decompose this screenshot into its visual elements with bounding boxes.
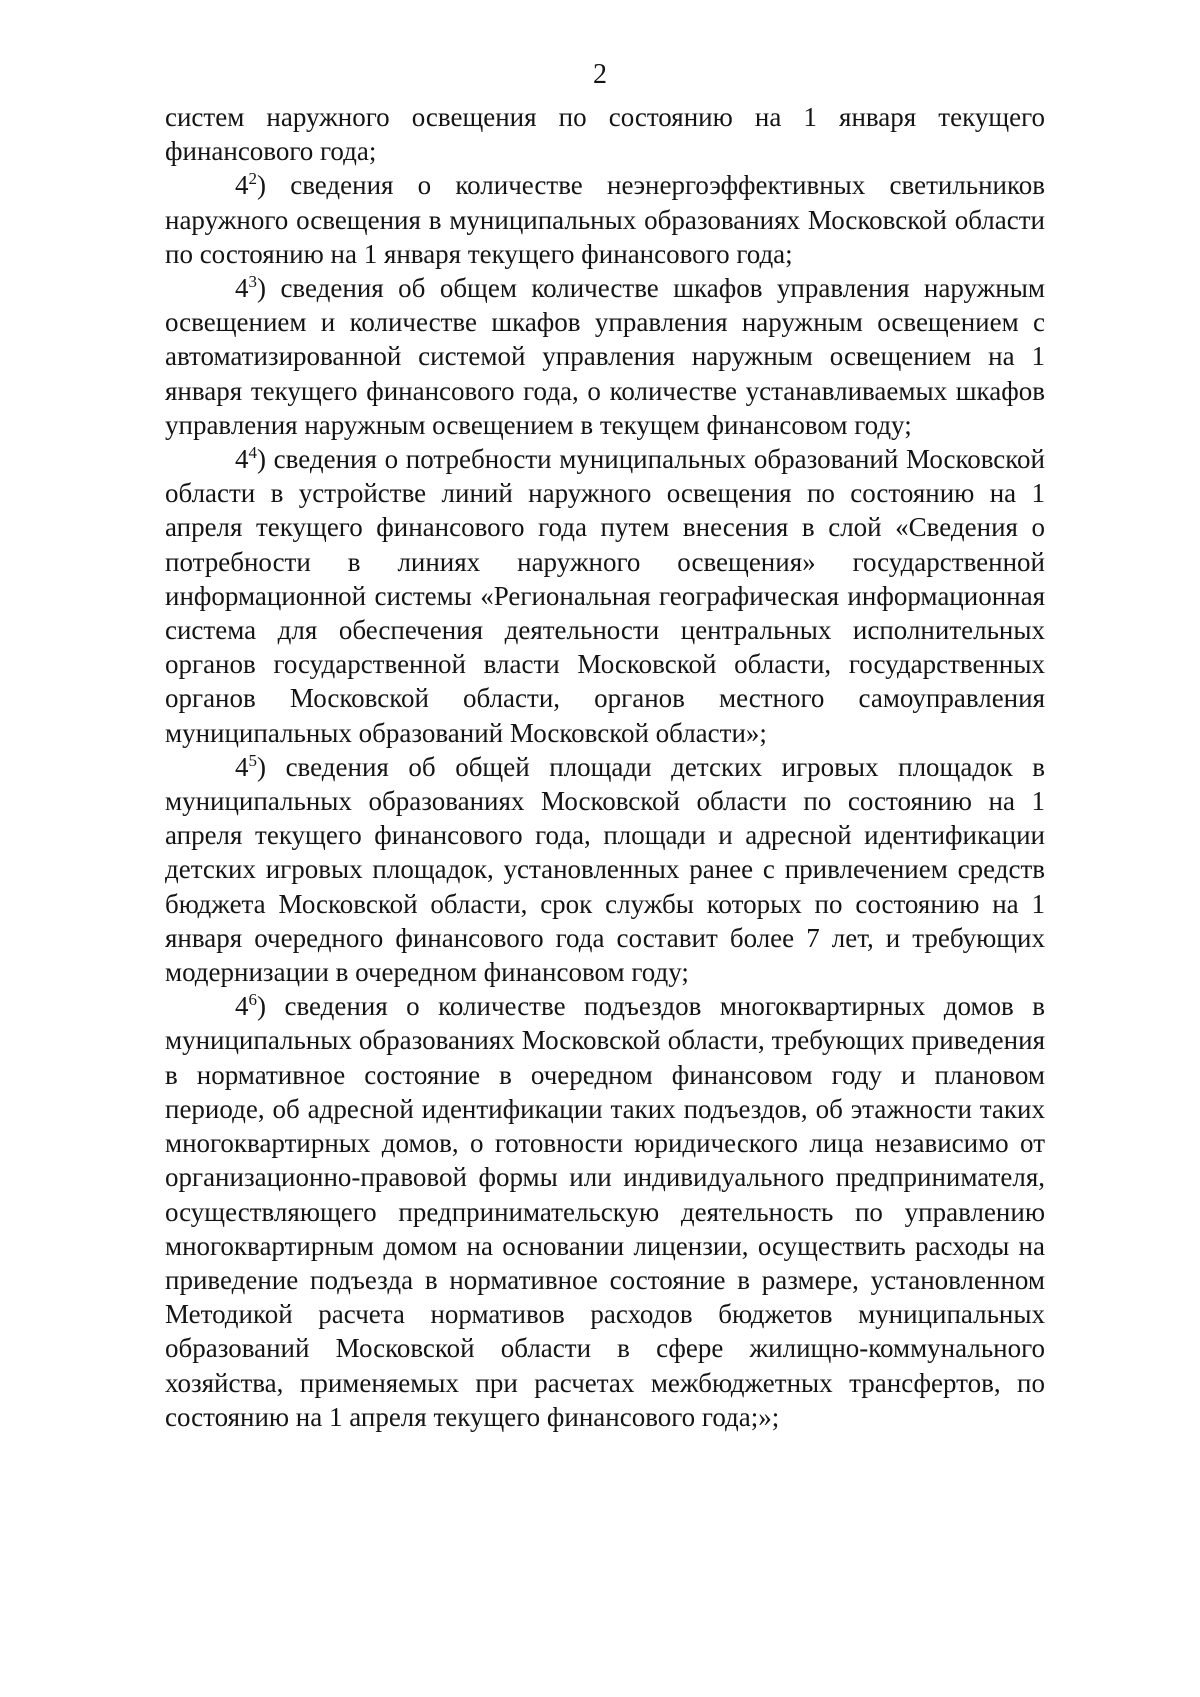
- item-close-bracket: ): [257, 444, 266, 475]
- paragraph-text: сведения о количестве неэнергоэффективных светильников наружного освещения в муниципальных образованиях Московской области по состоянию на 1 января текущего финансового года;: [165, 170, 1045, 269]
- item-close-bracket: ): [257, 991, 266, 1022]
- item-close-bracket: ): [257, 273, 266, 304]
- item-close-bracket: ): [257, 170, 266, 201]
- item-number: 4: [235, 444, 249, 475]
- item-superscript: 5: [248, 750, 257, 770]
- item-superscript: 4: [248, 443, 257, 463]
- paragraph-item-4-2: [165, 168, 1045, 271]
- paragraph-text: сведения об общем количестве шкафов управления наружным освещением и количестве шкафов управления наружным освещением с автоматизированной системой управления наружным освещением на 1 января текущего финансового года, о количестве устанавливаемых шкафов управления наружным освещением в текущем финансовом году;: [165, 273, 1045, 440]
- item-marker: [235, 991, 266, 1021]
- paragraph-text: систем наружного освещения по состоянию на 1 января текущего финансового года;: [165, 102, 1045, 167]
- paragraph-item-4-4: [165, 442, 1045, 750]
- item-marker: [235, 444, 266, 474]
- item-number: 4: [235, 751, 249, 782]
- item-superscript: 3: [248, 272, 257, 292]
- item-marker: [235, 170, 266, 200]
- item-marker: [235, 273, 266, 303]
- item-number: 4: [235, 273, 249, 304]
- page-number: 2: [593, 59, 607, 90]
- paragraph-item-4-6: [165, 989, 1045, 1434]
- paragraph-item-4-5: [165, 750, 1045, 989]
- paragraph-item-4-3: [165, 271, 1045, 442]
- paragraph-text: сведения о количестве подъездов многоквартирных домов в муниципальных образованиях Московской области, требующих приведения в нормативное состояние в очередном финансовом году и плановом периоде, об адресной идентификации таких подъездов, об этажности таких многоквартирных домов, о готовности юридического лица независимо от организационно-правовой формы или индивидуального предпринимателя, осуществляющего предпринимательскую деятельность по управлению многоквартирным домом на основании лицензии, осуществить расходы на приведение подъезда в нормативное состояние в размере, установленном Методикой расчета нормативов расходов бюджетов муниципальных образований Московской области в сфере жилищно-коммунального хозяйства, применяемых при расчетах межбюджетных трансфертов, по состоянию на 1 апреля текущего финансового года;»;: [165, 991, 1045, 1432]
- item-number: 4: [235, 991, 249, 1022]
- paragraph-text: сведения о потребности муниципальных образований Московской области в устройстве линий наружного освещения по состоянию на 1 апреля текущего финансового года путем внесения в слой «Сведения о потребности в линиях наружного освещения» государственной информационной системы «Региональная географическая информационная система для обеспечения деятельности центральных исполнительных органов государственной власти Московской области, государственных органов Московской области, органов местного самоуправления муниципальных образований Московской области»;: [165, 444, 1045, 748]
- item-superscript: 2: [248, 169, 257, 189]
- item-marker: [235, 752, 266, 782]
- item-close-bracket: ): [257, 751, 266, 782]
- item-superscript: 6: [248, 990, 257, 1010]
- document-body: [165, 100, 1045, 1434]
- paragraph-continuation: [165, 100, 1045, 168]
- item-number: 4: [235, 170, 249, 201]
- paragraph-text: сведения об общей площади детских игровых площадок в муниципальных образованиях Московской области по состоянию на 1 апреля текущего финансового года, площади и адресной идентификации детских игровых площадок, установленных ранее с привлечением средств бюджета Московской области, срок службы которых по состоянию на 1 января очередного финансового года составит более 7 лет, и требующих модернизации в очередном финансовом году;: [165, 751, 1045, 988]
